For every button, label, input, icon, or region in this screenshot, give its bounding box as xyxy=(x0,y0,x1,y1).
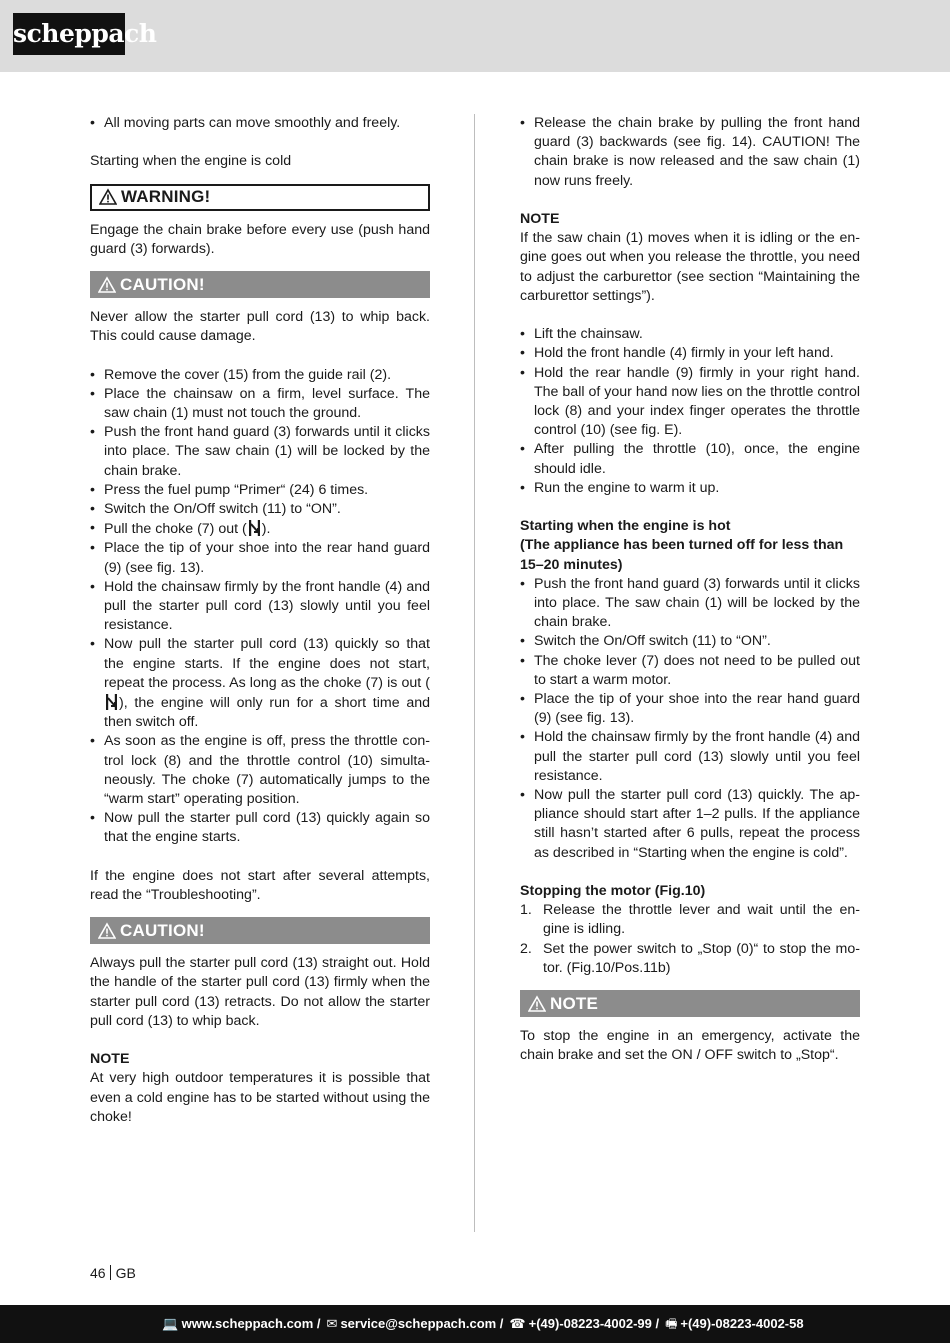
column-divider xyxy=(474,114,475,1232)
step-text: Now pull the starter pull cord (13) quickly so that the engine starts. If the engine does not start, repeat the process. As long as the choke (7) is out ( xyxy=(104,636,430,691)
note-title: NOTE xyxy=(520,211,560,227)
list-item xyxy=(90,519,430,539)
list-item: • The choke lever (7) does not need to be pulled out to start a warm motor. xyxy=(520,652,860,690)
caution-text: Never allow the starter pull cord (13) to whip back. This could cause damage. xyxy=(90,309,430,345)
note-title: NOTE xyxy=(90,1051,130,1068)
warning-box xyxy=(90,184,430,211)
list-item xyxy=(90,635,430,732)
list-item: • Place the chainsaw on a firm, level surface. The saw chain (1) must not touch the ground. xyxy=(90,385,430,423)
warning-title: WARNING! xyxy=(121,187,211,207)
note-box xyxy=(520,990,860,1017)
caution-box xyxy=(90,271,430,298)
caution-text: Always pull the starter pull cord (13) straight out. Hold the handle of the starter pull cord (13) firmly when the starter pull cord (13) retracts. Do not allow the starter pull cord (13) to whip back. xyxy=(90,955,430,1029)
list-item: • Lift the chainsaw. xyxy=(520,325,860,344)
caution-title: CAUTION! xyxy=(120,274,205,294)
caution-title: CAUTION! xyxy=(120,921,205,941)
list-item: • Push the front hand guard (3) forwards until it clicks into place. The saw chain (1) will be locked by the chain brake. xyxy=(90,423,430,481)
fax-icon: 🖷 xyxy=(665,1316,678,1332)
page-number-value: 46 xyxy=(90,1265,106,1281)
warning-text: Engage the chain brake before every use (push hand guard (3) forwards). xyxy=(90,221,430,257)
caution-box xyxy=(90,917,430,944)
cold-start-steps xyxy=(90,366,430,848)
footer-fax: +(49)-08223-4002-58 xyxy=(680,1316,804,1332)
list-item: • Hold the front handle (4) firmly in your left hand. xyxy=(520,344,860,363)
header-bar xyxy=(0,0,950,72)
step-text: Release the throttle lever and wait until the en-gine is idling. xyxy=(543,902,860,938)
list-item: • Switch the On/Off switch (11) to “ON”. xyxy=(90,500,430,519)
list-item: • Hold the chainsaw firmly by the front handle (4) and pull the starter pull cord (13) slowly until you feel resistance. xyxy=(90,578,430,636)
step-text: Pull the choke (7) out ( xyxy=(104,521,247,538)
list-item: • After pulling the throttle (10), once, the engine should idle. xyxy=(520,440,860,478)
list-item: • As soon as the engine is off, press the throttle con-trol lock (8) and the throttle control (10) simulta-neously. The choke (7) automatically jumps to the “warm start” operating position. xyxy=(90,732,430,809)
idle-steps xyxy=(520,325,860,498)
step-number: 2. xyxy=(520,940,532,957)
email-icon: ✉ xyxy=(326,1316,338,1332)
section-heading-stop: Stopping the motor (Fig.10) xyxy=(520,883,706,900)
computer-icon: 💻 xyxy=(162,1316,179,1332)
right-column xyxy=(520,114,860,1065)
list-item: • All moving parts can move smoothly and freely. xyxy=(90,114,430,133)
warning-triangle-icon xyxy=(98,922,116,940)
step-text: ). xyxy=(261,521,271,538)
release-list xyxy=(520,114,860,191)
stop-steps xyxy=(520,901,860,978)
note-box-text: To stop the engine in an emergency, activate the chain brake and set the ON / OFF switch to „Stop“. xyxy=(520,1028,860,1064)
brand-logo: scheppach xyxy=(13,13,125,55)
step-text: ), the engine will only run for a short time and then switch off. xyxy=(104,695,430,731)
section-heading-cold-start: Starting when the engine is cold xyxy=(90,153,292,170)
list-item xyxy=(520,940,860,978)
list-item: • Place the tip of your shoe into the rear hand guard (9) (see fig. 13). xyxy=(520,690,860,728)
list-item: • Now pull the starter pull cord (13) quickly again so that the engine starts. xyxy=(90,809,430,847)
note-box-title: NOTE xyxy=(550,993,599,1013)
warning-triangle-icon xyxy=(528,995,546,1013)
list-item: • Hold the chainsaw firmly by the front handle (4) and pull the starter pull cord (13) slowly until you feel resistance. xyxy=(520,728,860,786)
warning-triangle-icon xyxy=(98,276,116,294)
list-item: • Switch the On/Off switch (11) to “ON”. xyxy=(520,632,860,651)
footer-phone: +(49)-08223-4002-99 / xyxy=(528,1316,660,1332)
list-item xyxy=(520,901,860,939)
list-item: • Now pull the starter pull cord (13) quickly. The ap-pliance should start after 1–2 pulls. If the appliance still hasn’t started after 6 pulls, repeat the process as described in “Starting when the engine is cold”. xyxy=(520,786,860,863)
list-item: • Press the fuel pump “Primer“ (24) 6 times. xyxy=(90,481,430,500)
list-item: • Release the chain brake by pulling the front hand guard (3) backwards (see fig. 14). CAUTION! The chain brake is now released and the saw chain (1) now runs freely. xyxy=(520,114,860,191)
list-item: • Place the tip of your shoe into the rear hand guard (9) (see fig. 13). xyxy=(90,539,430,577)
warning-triangle-icon xyxy=(99,188,117,206)
footer-email[interactable]: service@scheppach.com / xyxy=(340,1316,504,1332)
page-language: GB xyxy=(115,1265,136,1281)
page-separator xyxy=(110,1265,111,1280)
list-item: • Run the engine to warm it up. xyxy=(520,479,860,498)
list-item: • Push the front hand guard (3) forwards until it clicks into place. The saw chain (1) will be locked by the chain brake. xyxy=(520,575,860,633)
choke-icon xyxy=(105,693,118,711)
intro-list xyxy=(90,114,430,133)
footer-bar xyxy=(0,1305,950,1343)
troubleshooting-text: If the engine does not start after several attempts, read the “Troubleshooting”. xyxy=(90,867,430,904)
note-text: If the saw chain (1) moves when it is idling or the en-gine goes out when you release the throttle, you need to adjust the carburettor (see section “Maintaining the carburettor settings”). xyxy=(520,230,860,304)
footer-website[interactable]: www.scheppach.com / xyxy=(181,1316,321,1332)
section-heading-hot-start: Starting when the engine is hot xyxy=(520,518,731,535)
page-number xyxy=(90,1264,136,1283)
step-number: 1. xyxy=(520,902,532,919)
choke-icon xyxy=(248,519,261,537)
list-item: • Hold the rear handle (9) firmly in your right hand. The ball of your hand now lies on the throttle control lock (8) and your index finger operates the throttle control (10) (see fig. E). xyxy=(520,364,860,441)
left-column xyxy=(90,114,430,1127)
hot-start-steps xyxy=(520,575,860,863)
list-item: • Remove the cover (15) from the guide rail (2). xyxy=(90,366,430,385)
step-text: Set the power switch to „Stop (0)“ to stop the mo-tor. (Fig.10/Pos.11b) xyxy=(543,940,860,976)
section-subheading-hot-start: (The appliance has been turned off for less than 15–20 minutes) xyxy=(520,537,844,573)
phone-icon: ☎ xyxy=(509,1316,526,1332)
note-text: At very high outdoor temperatures it is possible that even a cold engine has to be started without using the choke! xyxy=(90,1070,430,1125)
